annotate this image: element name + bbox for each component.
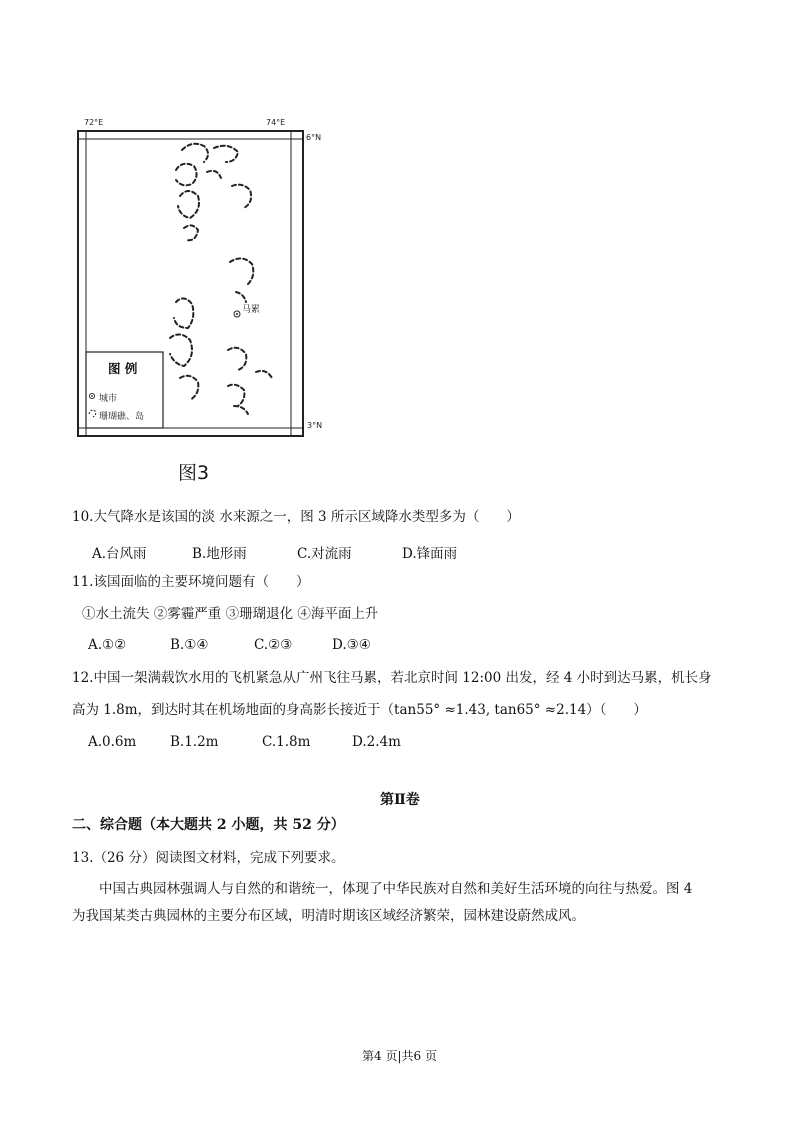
lat-label-top: 6°N [306, 133, 322, 142]
q10-option-b: B.地形雨 [192, 546, 247, 562]
question-12-stem-line1: 12.中国一架满载饮水用的飞机紧急从广州飞往马累，若北京时间 12:00 出发，经 4 小时到达马累，机长身 [72, 670, 712, 686]
q10-option-d: D.锋面雨 [402, 546, 458, 562]
q10-option-a: A.台风雨 [92, 546, 147, 562]
section-title: 二、综合题（本大题共 2 小题，共 52 分） [72, 817, 345, 833]
figure-caption: 图3 [178, 462, 210, 484]
q11-option-b: B.①④ [170, 637, 209, 653]
question-11-stem: 11.该国面临的主要环境问题有（ ） [72, 574, 310, 590]
material-line-1: 中国古典园林强调人与自然的和谐统一，体现了中华民族对自然和美好生活环境的向往与热爱。图 4 [99, 881, 693, 897]
q12-option-b: B.1.2m [170, 734, 219, 750]
q12-option-d: D.2.4m [352, 734, 401, 750]
q12-option-a: A.0.6m [88, 734, 137, 750]
lon-label-right: 74°E [266, 118, 286, 127]
q10-option-c: C.对流雨 [297, 546, 352, 562]
city-label-male: 马累 [242, 305, 261, 315]
q12-option-c: C.1.8m [262, 734, 311, 750]
coral-atolls [0, 0, 330, 445]
q11-option-c: C.②③ [254, 637, 293, 653]
legend-title: 图 例 [108, 361, 138, 376]
q11-option-a: A.①② [88, 637, 127, 653]
q11-option-d: D.③④ [332, 637, 371, 653]
question-10-stem: 10.大气降水是该国的淡 水来源之一，图 3 所示区域降水类型多为（ ） [72, 509, 520, 525]
legend-reef-label: 珊瑚礁、岛 [99, 412, 145, 422]
material-line-2: 为我国某类古典园林的主要分布区域，明清时期该区域经济繁荣，园林建设蔚然成风。 [72, 908, 585, 924]
lon-label-left: 72°E [84, 118, 104, 127]
question-13-stem: 13.（26 分）阅读图文材料，完成下列要求。 [72, 850, 345, 866]
question-11-items: ①水土流失 ②雾霾严重 ③珊瑚退化 ④海平面上升 [82, 606, 379, 622]
question-13-material [72, 876, 732, 930]
question-12-stem-line2: 高为 1.8m，到达时其在机场地面的身高影长接近于（tan55° ≈1.43, tan65° ≈2.14）（ ） [72, 702, 647, 718]
volume-title: 第Ⅱ卷 [380, 792, 420, 808]
page-footer: 第4 页|共6 页 [362, 1049, 437, 1063]
lat-label-bottom: 3°N [307, 421, 323, 430]
legend-city-label: 城市 [99, 394, 118, 404]
